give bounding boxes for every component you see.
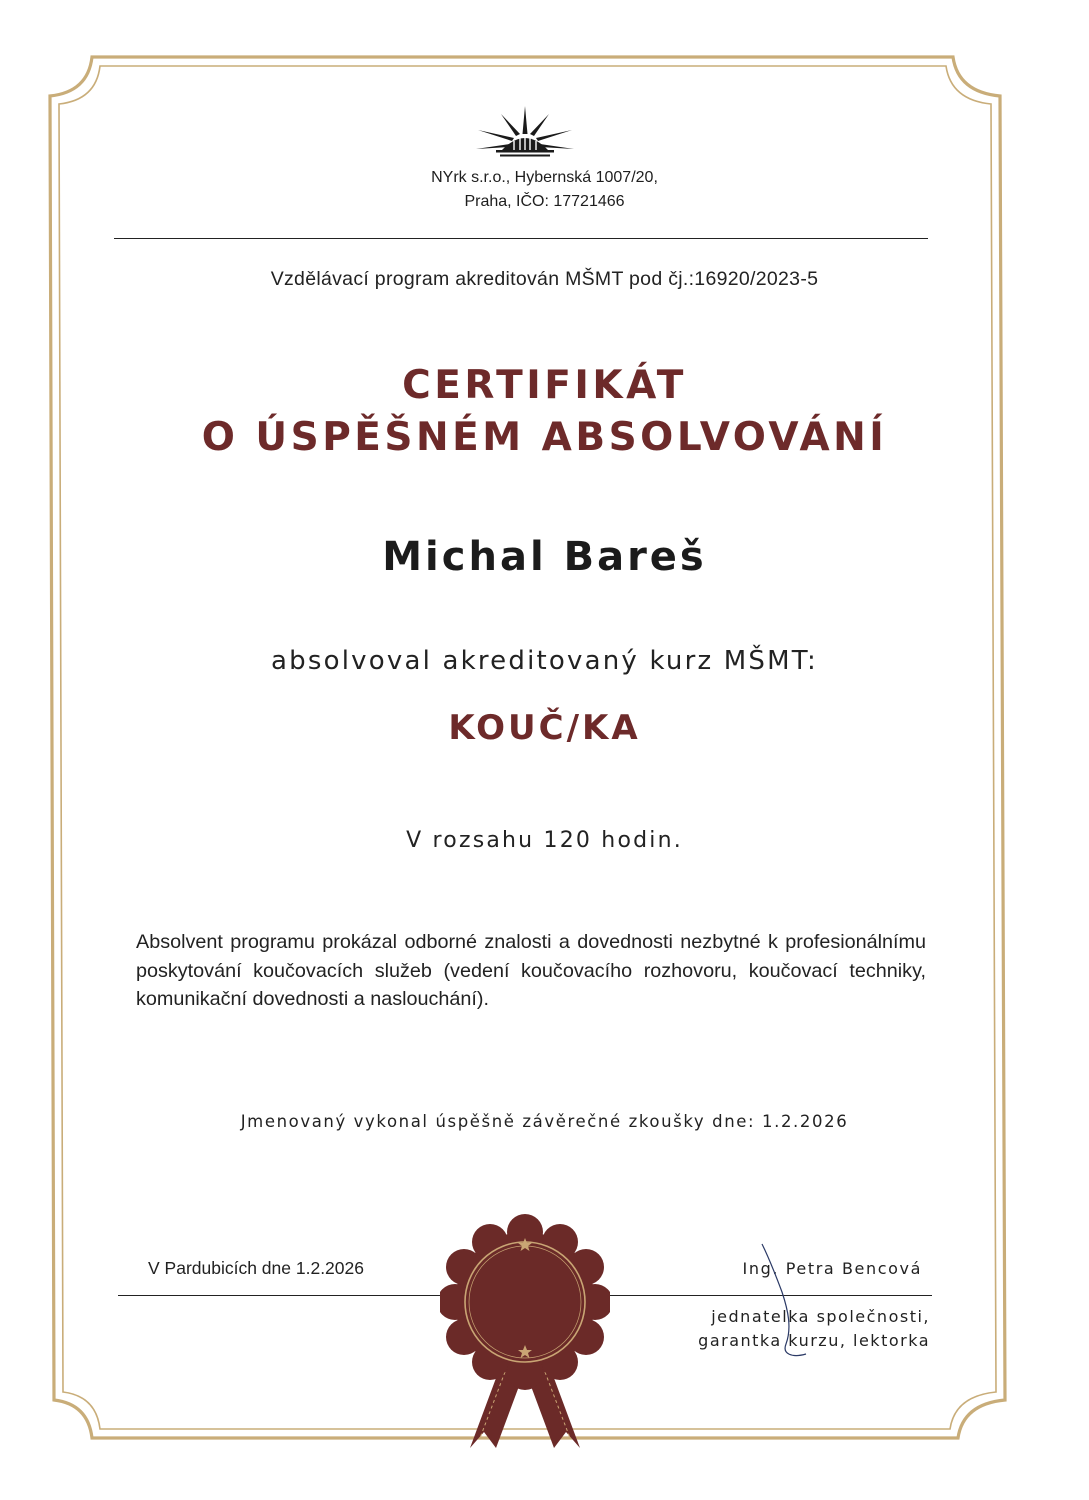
- company-address-line2: Praha, IČO: 17721466: [464, 193, 625, 210]
- recipient-name: Michal Bareš: [382, 534, 707, 580]
- title-line1: CERTIFIKÁT: [402, 363, 687, 408]
- signer-name: Ing. Petra Bencová: [742, 1259, 922, 1278]
- company-info: [0, 166, 1089, 214]
- certificate-title: [0, 360, 1089, 464]
- signer-role-line1: jednatelka společnosti,: [711, 1307, 930, 1326]
- course-description: Absolvent programu prokázal odborné znalosti a dovednosti nezbytné k profesionálnímu poskytování koučovacích služeb (vedení koučovacího rozhovoru, koučovací techniky, komunikační dovednosti a naslouchání).: [136, 931, 926, 1010]
- sunburst-crown-icon: [470, 104, 580, 160]
- course-hours: V rozsahu 120 hodin.: [406, 828, 683, 853]
- signer-role-line2: garantka kurzu, lektorka: [698, 1331, 930, 1350]
- handwritten-signature: [752, 1240, 832, 1370]
- accreditation-note: Vzdělávací program akreditován MŠMT pod čj.:16920/2023-5: [270, 268, 819, 290]
- title-line2: O ÚSPĚŠNÉM ABSOLVOVÁNÍ: [201, 415, 888, 460]
- header-divider: [114, 238, 928, 239]
- exam-statement: Jmenovaný vykonal úspěšně závěrečné zkoušky dne: 1.2.2026: [240, 1112, 849, 1131]
- date-signature-line: [118, 1295, 443, 1296]
- wax-seal-ribbon-icon: [440, 1212, 610, 1462]
- completion-statement: absolvoval akreditovaný kurz MŠMT:: [271, 646, 818, 676]
- course-name: KOUČ/KA: [448, 708, 641, 748]
- place-and-date: V Pardubicích dne 1.2.2026: [148, 1258, 364, 1278]
- company-address-line1: NYrk s.r.o., Hybernská 1007/20,: [431, 169, 658, 186]
